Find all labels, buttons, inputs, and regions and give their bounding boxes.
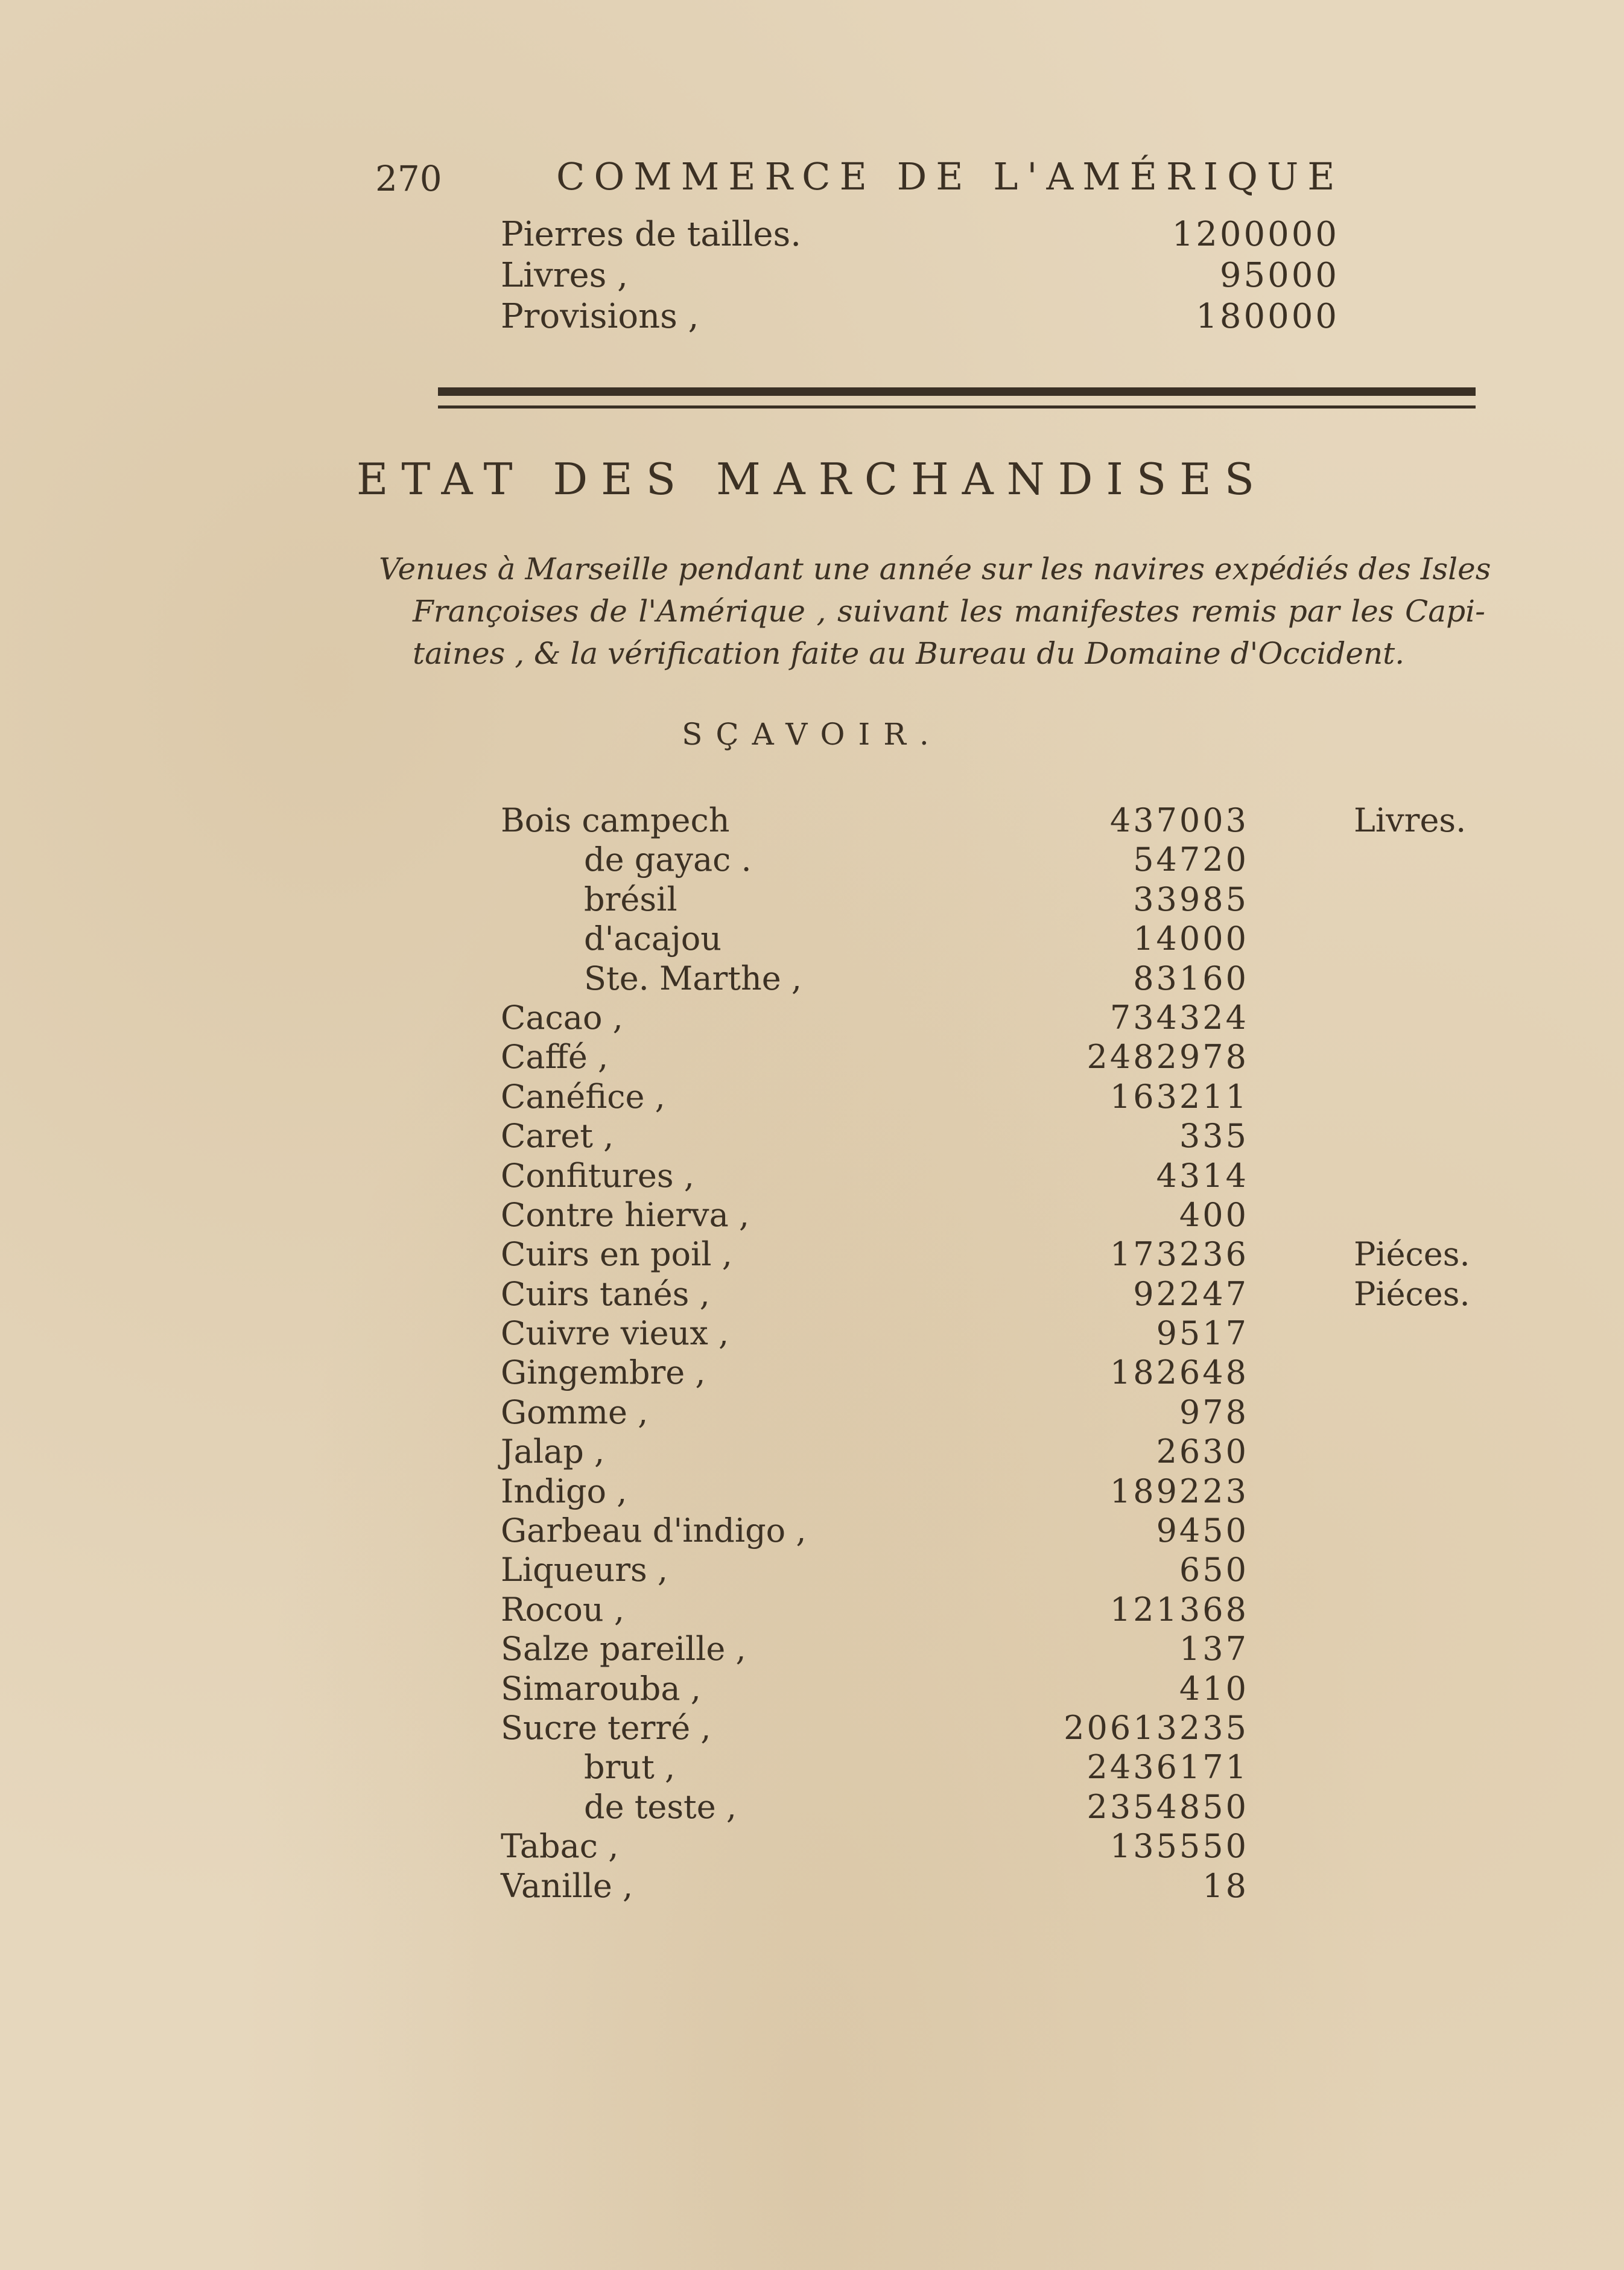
item-value: 650	[1179, 1551, 1249, 1589]
item-label: Cuirs en poil ,	[501, 1235, 732, 1274]
list-item	[501, 1314, 1466, 1353]
page-number: 270	[375, 158, 442, 199]
section-rule-thick	[438, 387, 1476, 396]
list-item	[501, 1393, 1466, 1432]
top-item	[501, 256, 1339, 296]
item-value: 95000	[1219, 256, 1339, 295]
list-item	[501, 1157, 1466, 1196]
item-value: 180000	[1196, 297, 1339, 336]
intro-line: Venues à Marseille pendant une année sur les navires expédiés des Isles	[379, 552, 1491, 587]
item-label: Pierres de tailles.	[501, 215, 802, 254]
item-unit: Livres.	[1354, 801, 1467, 839]
item-value: 54720	[1133, 841, 1249, 879]
list-item	[501, 1827, 1466, 1866]
item-label: Vanille ,	[501, 1866, 633, 1905]
item-value: 83160	[1133, 959, 1249, 997]
item-label: Canéfice ,	[501, 1077, 665, 1116]
item-label: Sucre terré ,	[501, 1708, 711, 1747]
item-value: 4314	[1156, 1156, 1249, 1195]
item-label: de gayac .	[584, 841, 752, 879]
item-label: Caret ,	[501, 1117, 614, 1156]
item-label: Cuivre vieux ,	[501, 1314, 729, 1353]
list-item	[501, 1432, 1466, 1472]
list-item	[501, 1274, 1470, 1314]
item-label: Indigo ,	[501, 1472, 627, 1510]
item-value: 137	[1179, 1630, 1249, 1668]
item-label: Livres ,	[501, 256, 628, 295]
list-item	[501, 1788, 1466, 1827]
list-item	[501, 841, 1466, 880]
item-unit: Piéces.	[1354, 1274, 1470, 1313]
list-item	[501, 1038, 1466, 1077]
list-item	[501, 1748, 1466, 1787]
list-item	[501, 1235, 1470, 1274]
item-value: 410	[1179, 1669, 1249, 1708]
item-value: 20613235	[1064, 1708, 1249, 1747]
list-item	[501, 1709, 1466, 1748]
item-label: Salze pareille ,	[501, 1630, 746, 1668]
list-item	[501, 1196, 1466, 1235]
list-item	[501, 1353, 1466, 1393]
list-item	[501, 880, 1466, 920]
item-label: Jalap ,	[501, 1432, 605, 1471]
list-item	[501, 1551, 1466, 1590]
item-value: 978	[1179, 1393, 1249, 1431]
section-title: ETAT DES MARCHANDISES	[356, 454, 1268, 504]
item-label: d'acajou	[584, 920, 722, 958]
item-value: 173236	[1109, 1235, 1249, 1274]
item-value: 135550	[1109, 1827, 1249, 1866]
item-value: 734324	[1109, 998, 1249, 1037]
item-value: 18	[1202, 1866, 1249, 1905]
item-label: brut ,	[584, 1748, 676, 1787]
item-label: Garbeau d'indigo ,	[501, 1512, 807, 1550]
item-value: 121368	[1109, 1590, 1249, 1629]
item-value: 33985	[1133, 880, 1249, 918]
intro-line: Françoises de l'Amérique , suivant les manifestes remis par les Capi-	[413, 594, 1485, 629]
item-label: Liqueurs ,	[501, 1551, 668, 1589]
list-item	[501, 1078, 1466, 1117]
item-label: de teste ,	[584, 1787, 737, 1826]
item-value: 2354850	[1086, 1787, 1249, 1826]
item-label: Gingembre ,	[501, 1353, 706, 1392]
item-value: 437003	[1109, 801, 1249, 839]
item-value: 400	[1179, 1195, 1249, 1234]
item-label: brésil	[584, 880, 677, 918]
item-label: Ste. Marthe ,	[584, 959, 802, 997]
top-item	[501, 215, 1339, 255]
item-value: 163211	[1109, 1077, 1249, 1116]
item-value: 189223	[1109, 1472, 1249, 1510]
item-value: 335	[1179, 1117, 1249, 1156]
top-item	[501, 297, 1339, 337]
list-item	[501, 1117, 1466, 1156]
intro-paragraph	[379, 548, 1491, 675]
list-item	[501, 1512, 1466, 1551]
list-item	[501, 1472, 1466, 1512]
item-label: Rocou ,	[501, 1590, 625, 1629]
item-unit: Piéces.	[1354, 1235, 1470, 1274]
section-rule-thin	[438, 405, 1476, 409]
list-item	[501, 920, 1466, 959]
list-item	[501, 1867, 1466, 1906]
item-value: 9450	[1156, 1512, 1249, 1550]
list-item	[501, 1591, 1466, 1630]
item-value: 182648	[1109, 1353, 1249, 1392]
item-label: Gomme ,	[501, 1393, 649, 1431]
list-item	[501, 1630, 1466, 1669]
item-label: Caffé ,	[501, 1038, 609, 1076]
item-label: Cacao ,	[501, 998, 623, 1037]
intro-line: taines , & la vérification faite au Bureau du Domaine d'Occident.	[413, 636, 1405, 671]
item-label: Cuirs tanés ,	[501, 1274, 710, 1313]
subheading: SÇAVOIR.	[682, 717, 942, 752]
item-label: Simarouba ,	[501, 1669, 701, 1708]
item-label: Tabac ,	[501, 1827, 619, 1866]
list-item	[501, 959, 1466, 999]
item-label: Bois campech	[501, 801, 730, 839]
item-label: Confitures ,	[501, 1156, 694, 1195]
item-value: 1200000	[1172, 215, 1339, 254]
item-value: 9517	[1156, 1314, 1249, 1353]
item-value: 2482978	[1086, 1038, 1249, 1076]
list-item	[501, 801, 1466, 841]
running-head: COMMERCE DE L'AMÉRIQUE	[556, 154, 1344, 199]
item-value: 2436171	[1086, 1748, 1249, 1787]
list-item	[501, 999, 1466, 1038]
goods-list	[501, 801, 1470, 1906]
item-value: 92247	[1133, 1274, 1249, 1313]
item-label: Contre hierva ,	[501, 1195, 750, 1234]
item-value: 14000	[1133, 920, 1249, 958]
item-value: 2630	[1156, 1432, 1249, 1471]
item-label: Provisions ,	[501, 297, 699, 336]
list-item	[501, 1670, 1466, 1709]
